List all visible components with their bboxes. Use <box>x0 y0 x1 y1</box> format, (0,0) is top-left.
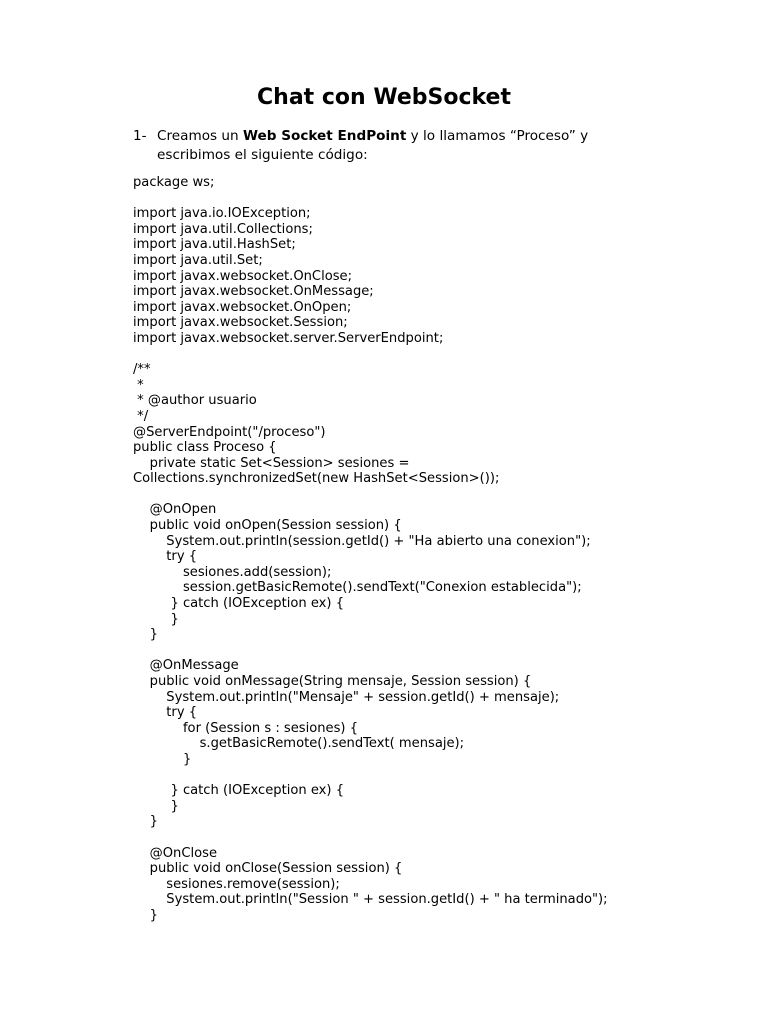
code-line: public class Proceso { <box>133 440 277 456</box>
code-line: public void onMessage(String mensaje, Session session) { <box>133 674 532 689</box>
code-line: package ws; <box>133 175 215 190</box>
code-line: System.out.println("Session " + session.getId() + " ha terminado"); <box>133 892 608 908</box>
code-line: import javax.websocket.OnClose; <box>133 268 353 284</box>
code-line: } <box>133 798 179 814</box>
code-line <box>133 768 733 784</box>
code-line: System.out.println("Mensaje" + session.getId() + mensaje); <box>133 689 560 705</box>
intro-line-2 <box>133 146 653 165</box>
code-line: } <box>133 751 192 767</box>
code-line: import javax.websocket.OnOpen; <box>133 299 352 315</box>
page-title: Chat con WebSocket <box>257 85 511 110</box>
code-line: import java.io.IOException; <box>133 206 311 222</box>
code-line: import javax.websocket.Session; <box>133 315 348 331</box>
code-line: public void onOpen(Session session) { <box>133 518 402 534</box>
code-line: public void onClose(Session session) { <box>133 861 403 877</box>
code-line <box>133 191 733 207</box>
code-line: @OnMessage <box>133 658 239 674</box>
code-line: import java.util.Set; <box>133 252 263 268</box>
code-line: */ <box>133 408 149 424</box>
code-line: sesiones.remove(session); <box>133 876 340 892</box>
intro-bold-term: Web Socket EndPoint <box>243 128 407 144</box>
code-line: private static Set<Session> sesiones = <box>133 455 410 471</box>
code-block <box>133 175 733 924</box>
code-line: import javax.websocket.server.ServerEndpoint; <box>133 330 444 346</box>
code-line: @OnOpen <box>133 502 217 518</box>
code-line: for (Session s : sesiones) { <box>133 720 359 736</box>
code-line: /** <box>133 362 151 378</box>
code-line <box>133 487 733 503</box>
code-line: System.out.println(session.getId() + "Ha abierto una conexion"); <box>133 533 591 549</box>
code-line: } catch (IOException ex) { <box>133 596 345 612</box>
code-line: } <box>133 611 179 627</box>
code-line: } <box>133 814 158 830</box>
code-line <box>133 830 733 846</box>
code-line: } <box>133 627 158 643</box>
code-line: Collections.synchronizedSet(new HashSet<Session>()); <box>133 471 500 487</box>
code-line <box>133 643 733 659</box>
intro-text-line-2: escribimos el siguiente código: <box>157 147 368 163</box>
code-line: * <box>133 377 144 393</box>
intro-line-1 <box>133 127 653 146</box>
code-line: @OnClose <box>133 845 218 861</box>
code-line: s.getBasicRemote().sendText( mensaje); <box>133 736 465 752</box>
code-line: try { <box>133 705 198 721</box>
code-line: import java.util.Collections; <box>133 221 313 237</box>
code-line: } <box>133 907 158 923</box>
intro-text-before: Creamos un <box>157 128 243 144</box>
code-line: session.getBasicRemote().sendText("Conexion establecida"); <box>133 580 582 596</box>
code-line: sesiones.add(session); <box>133 564 332 580</box>
intro-text <box>157 127 653 146</box>
code-line: import javax.websocket.OnMessage; <box>133 284 374 300</box>
code-line: @ServerEndpoint("/proceso") <box>133 424 326 440</box>
code-line: } catch (IOException ex) { <box>133 783 345 799</box>
list-indent <box>133 146 157 165</box>
code-line <box>133 347 733 363</box>
code-line: import java.util.HashSet; <box>133 237 296 253</box>
code-line: try { <box>133 549 198 565</box>
code-line: * @author usuario <box>133 393 257 409</box>
intro-text-after: y lo llamamos “Proceso” y <box>406 128 589 144</box>
intro-list-item <box>133 127 653 165</box>
list-number: 1- <box>133 128 147 144</box>
